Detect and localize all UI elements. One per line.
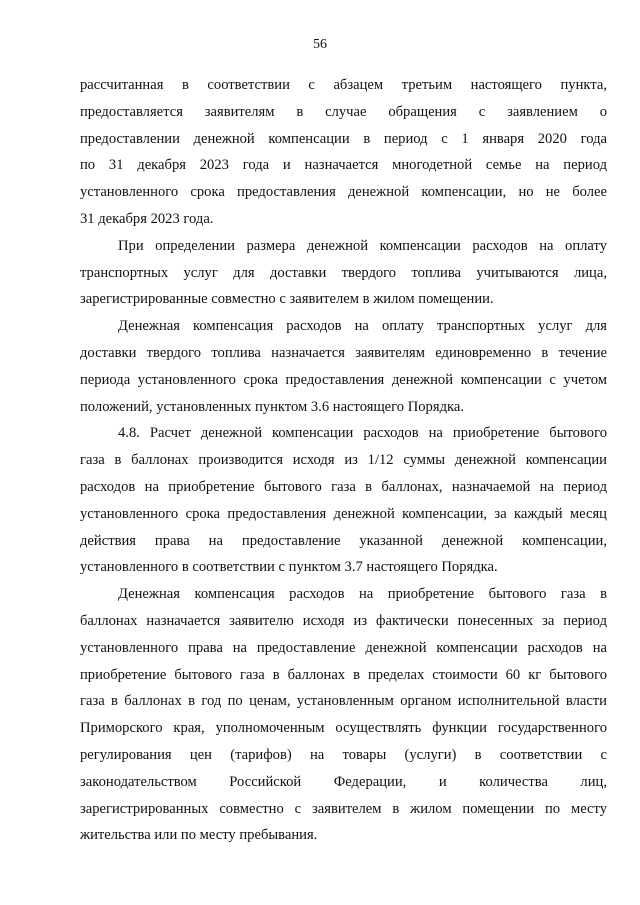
text-line: регулирования цен (тарифов) на товары (услуги) в соответствии с bbox=[80, 746, 607, 763]
text-line: жительства или по месту пребывания. bbox=[80, 827, 318, 844]
text-line: установленного срока предоставления денежной компенсации, но не более bbox=[80, 184, 607, 201]
text-line: приобретение бытового газа в баллонах в пределах стоимости 60 кг бытового bbox=[80, 666, 607, 683]
text-line: установленного права на предоставление денежной компенсации расходов на bbox=[80, 639, 607, 656]
text-line: расходов на приобретение бытового газа в баллонах, назначаемой на период bbox=[80, 478, 607, 495]
text-line: доставки твердого топлива назначается заявителям единовременно в течение bbox=[80, 344, 607, 361]
text-line: транспортных услуг для доставки твердого топлива учитываются лица, bbox=[80, 264, 607, 281]
text-line: по 31 декабря 2023 года и назначается многодетной семье на период bbox=[80, 157, 607, 174]
text-line: Денежная компенсация расходов на оплату транспортных услуг для bbox=[118, 318, 607, 335]
text-line: 4.8. Расчет денежной компенсации расходов на приобретение бытового bbox=[118, 425, 607, 442]
paragraph bbox=[80, 233, 607, 313]
text-line: периода установленного срока предоставления денежной компенсации с учетом bbox=[80, 371, 607, 388]
text-line: Приморского края, уполномоченным осуществлять функции государственного bbox=[80, 720, 607, 737]
paragraph bbox=[80, 72, 607, 233]
text-line: газа в баллонах в год по ценам, установленным органом исполнительной власти bbox=[80, 693, 607, 710]
text-line: При определении размера денежной компенсации расходов на оплату bbox=[118, 237, 607, 254]
text-line: положений, установленных пунктом 3.6 настоящего Порядка. bbox=[80, 398, 464, 415]
text-line: 31 декабря 2023 года. bbox=[80, 210, 214, 227]
text-line: установленного срока предоставления денежной компенсации, за каждый месяц bbox=[80, 505, 607, 522]
text-line: баллонах назначается заявителю исходя из фактически понесенных за период bbox=[80, 612, 607, 629]
text-line: действия права на предоставление указанной денежной компенсации, bbox=[80, 532, 607, 549]
text-line: рассчитанная в соответствии с абзацем третьим настоящего пункта, bbox=[80, 77, 607, 93]
text-line: предоставлении денежной компенсации в период с 1 января 2020 года bbox=[80, 130, 607, 147]
text-line: установленного в соответствии с пунктом 3.7 настоящего Порядка. bbox=[80, 559, 498, 576]
paragraph bbox=[80, 420, 607, 581]
paragraph bbox=[80, 313, 607, 420]
text-line: законодательством Российской Федерации, и количества лиц, bbox=[80, 773, 607, 790]
text-line: предоставляется заявителям в случае обращения с заявлением о bbox=[80, 103, 607, 120]
text-line: зарегистрированных совместно с заявителем в жилом помещении по месту bbox=[80, 800, 607, 817]
page-number: 56 bbox=[313, 37, 327, 52]
paragraph bbox=[80, 581, 607, 849]
text-line: зарегистрированные совместно с заявителем в жилом помещении. bbox=[80, 291, 494, 308]
text-line: газа в баллонах производится исходя из 1/12 суммы денежной компенсации bbox=[80, 452, 607, 469]
text-line: Денежная компенсация расходов на приобретение бытового газа в bbox=[118, 586, 607, 603]
document-body bbox=[80, 72, 607, 849]
